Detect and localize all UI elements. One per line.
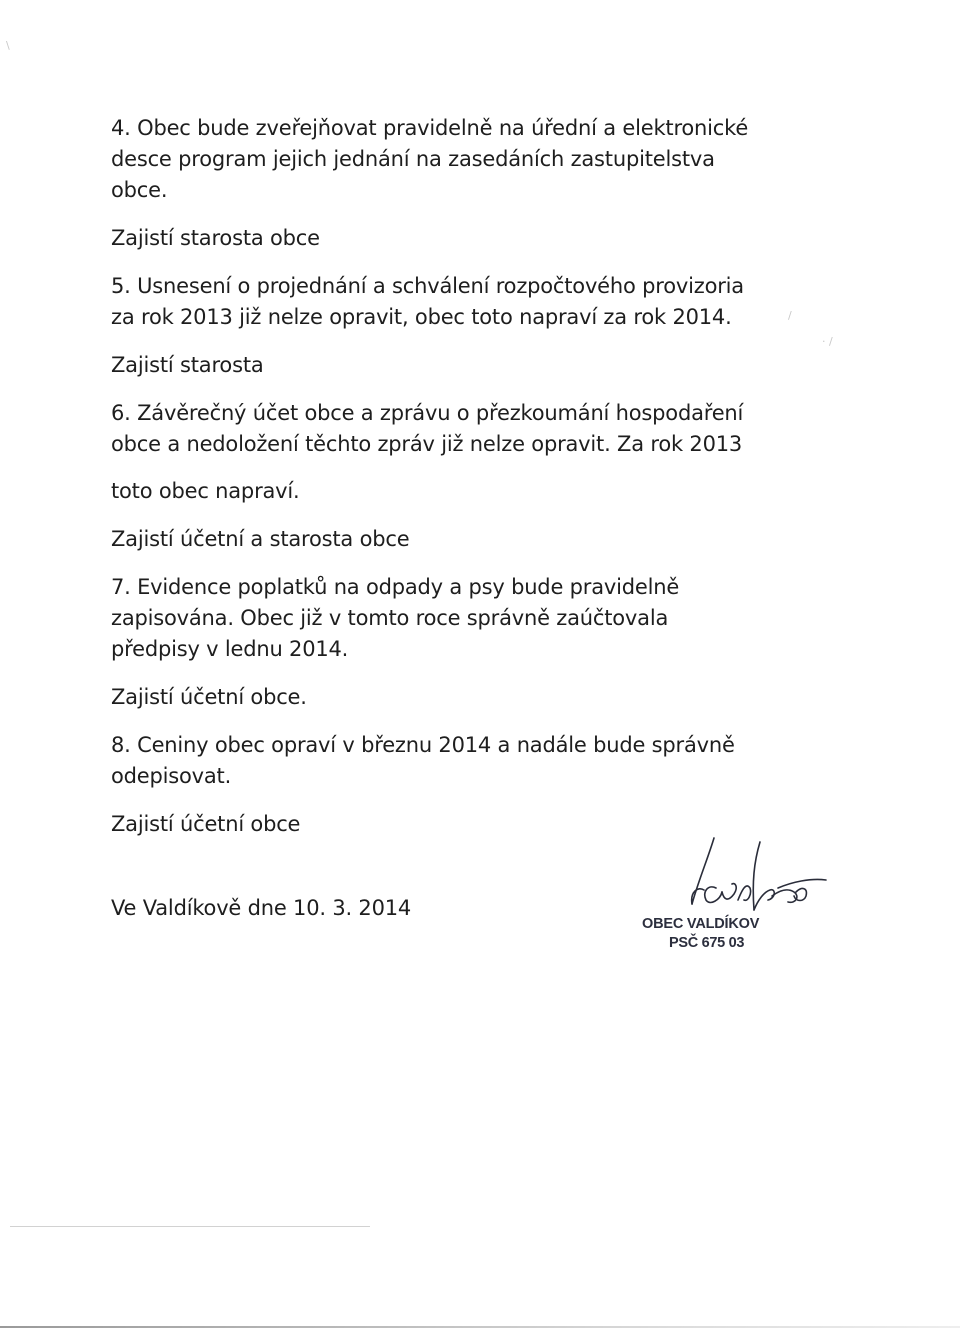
scan-speck: \	[6, 39, 10, 52]
item-5-responsible: Zajistí starosta	[111, 353, 264, 377]
item-8	[111, 730, 811, 792]
item-4-responsible: Zajistí starosta obce	[111, 226, 320, 250]
scan-speck: /	[788, 309, 792, 322]
item-7-line-3: předpisy v lednu 2014.	[111, 637, 349, 661]
item-7	[111, 572, 811, 665]
item-4	[111, 113, 811, 206]
item-6-line-1: 6. Závěrečný účet obce a zprávu o přezkoumání hospodaření	[111, 401, 744, 425]
scan-edge-line	[10, 1226, 370, 1227]
item-8-responsible: Zajistí účetní obce	[111, 812, 301, 836]
place-and-date: Ve Valdíkově dne 10. 3. 2014	[111, 896, 412, 920]
item-4-line-2: desce program jejich jednání na zasedáních zastupitelstva	[111, 147, 715, 171]
item-6	[111, 398, 811, 507]
item-5	[111, 271, 811, 333]
signature-image	[668, 830, 838, 920]
item-7-line-1: 7. Evidence poplatků na odpady a psy bude pravidelně	[111, 575, 680, 599]
scan-edge-line	[0, 1326, 960, 1328]
scan-speck: · /	[822, 335, 833, 348]
item-4-line-1: 4. Obec bude zveřejňovat pravidelně na úřední a elektronické	[111, 116, 749, 140]
document-body	[111, 113, 811, 840]
stamp	[642, 915, 812, 953]
stamp-line-2: PSČ 675 03	[669, 935, 745, 951]
item-6-responsible: Zajistí účetní a starosta obce	[111, 527, 410, 551]
item-6-line-2: obce a nedoložení těchto zpráv již nelze opravit. Za rok 2013	[111, 432, 743, 456]
item-5-line-2: za rok 2013 již nelze opravit, obec toto napraví za rok 2014.	[111, 305, 732, 329]
item-7-responsible: Zajistí účetní obce.	[111, 685, 307, 709]
item-6-line-3: toto obec napraví.	[111, 479, 300, 503]
stamp-line-1: OBEC VALDÍKOV	[642, 916, 760, 932]
item-8-line-1: 8. Ceniny obec opraví v březnu 2014 a nadále bude správně	[111, 733, 735, 757]
item-8-line-2: odepisovat.	[111, 764, 232, 788]
item-4-line-3: obce.	[111, 178, 168, 202]
item-5-line-1: 5. Usnesení o projednání a schválení rozpočtového provizoria	[111, 274, 744, 298]
item-7-line-2: zapisována. Obec již v tomto roce správně zaúčtovala	[111, 606, 669, 630]
